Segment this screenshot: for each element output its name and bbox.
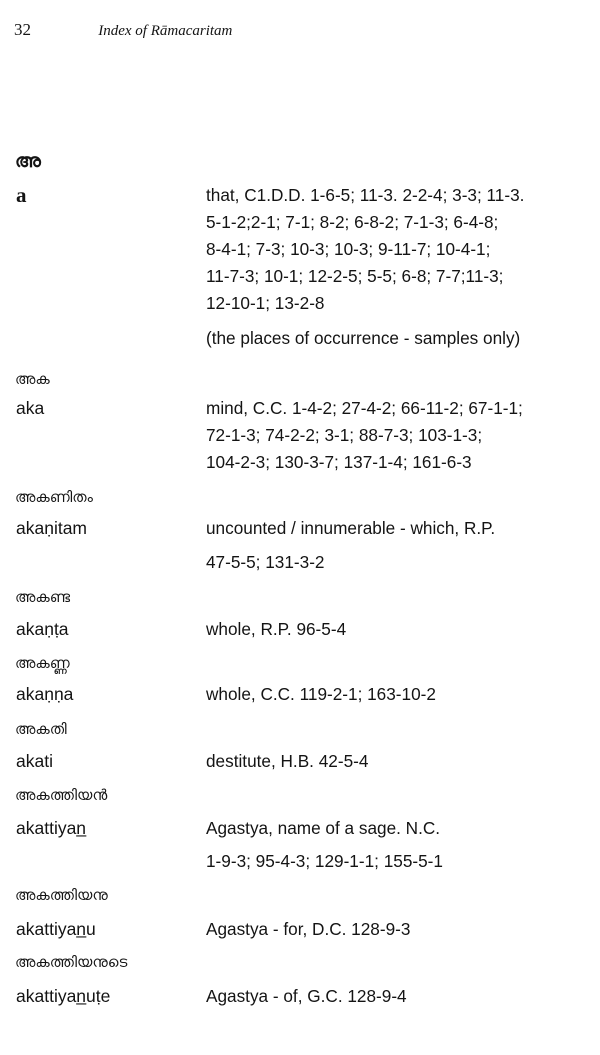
entry-definition-line: that, C1.D.D. 1-6-5; 11-3. 2-2-4; 3-3; 11-3. bbox=[206, 185, 525, 205]
entry-transliteration: akaṇṇa bbox=[16, 684, 74, 704]
entry-definition-line: 72-1-3; 74-2-2; 3-1; 88-7-3; 103-1-3; bbox=[206, 425, 483, 445]
entry-definition-line: mind, C.C. 1-4-2; 27-4-2; 66-11-2; 67-1-1; bbox=[206, 398, 523, 418]
entry-transliteration: akattiyan̲uṭe bbox=[16, 986, 111, 1006]
entry-malayalam: അകതി bbox=[15, 720, 67, 738]
entry-transliteration: aka bbox=[16, 398, 45, 418]
entry-transliteration: akaṇitam bbox=[16, 518, 88, 538]
entry-definition-line: 1-9-3; 95-4-3; 129-1-1; 155-5-1 bbox=[206, 851, 443, 871]
entry-definition-line: Agastya - of, G.C. 128-9-4 bbox=[206, 986, 407, 1006]
entry-transliteration: a bbox=[16, 183, 27, 207]
entry-definition-line: 11-7-3; 10-1; 12-2-5; 5-5; 6-8; 7-7;11-3; bbox=[206, 266, 504, 286]
entry-definition-line: 12-10-1; 13-2-8 bbox=[206, 293, 325, 313]
entry-definition-line: 8-4-1; 7-3; 10-3; 10-3; 9-11-7; 10-4-1; bbox=[206, 239, 491, 259]
entry-transliteration: akaṇṭa bbox=[16, 619, 69, 639]
entry-malayalam: അകണ്ട bbox=[15, 588, 71, 606]
book-title: Index of Rāmacaritam bbox=[98, 23, 233, 39]
running-head bbox=[14, 20, 232, 40]
entry-definition-line: uncounted / innumerable - which, R.P. bbox=[206, 518, 496, 538]
entry-transliteration: akattiyan̲u bbox=[16, 919, 96, 939]
entry-definition-line: 47-5-5; 131-3-2 bbox=[206, 552, 325, 572]
entry-malayalam: അകണിതം bbox=[15, 488, 93, 506]
entry-definition-line: 104-2-3; 130-3-7; 137-1-4; 161-6-3 bbox=[206, 452, 472, 472]
entry-definition-line: Agastya, name of a sage. N.C. bbox=[206, 818, 441, 838]
entry-definition-line: 5-1-2;2-1; 7-1; 8-2; 6-8-2; 7-1-3; 6-4-8; bbox=[206, 212, 499, 232]
entry-malayalam: അക bbox=[15, 370, 50, 388]
entry-transliteration: akattiyan̲ bbox=[16, 818, 87, 838]
entry-definition-line: whole, R.P. 96-5-4 bbox=[206, 619, 347, 639]
entry-definition-line: (the places of occurrence - samples only) bbox=[206, 328, 521, 348]
page-number: 32 bbox=[14, 20, 31, 39]
entry-malayalam: അകത്തിയൻ bbox=[15, 786, 108, 804]
section-letter-malayalam: അ bbox=[15, 150, 41, 172]
entry-malayalam: അകത്തിയനു bbox=[15, 886, 108, 904]
entry-transliteration: akati bbox=[16, 751, 53, 771]
entry-malayalam: അകത്തിയനുടെ bbox=[15, 953, 128, 971]
entry-definition-line: destitute, H.B. 42-5-4 bbox=[206, 751, 369, 771]
entry-definition-line: Agastya - for, D.C. 128-9-3 bbox=[206, 919, 411, 939]
entry-definition-line: whole, C.C. 119-2-1; 163-10-2 bbox=[206, 684, 436, 704]
entry-malayalam: അകണ്ണ bbox=[15, 654, 70, 672]
